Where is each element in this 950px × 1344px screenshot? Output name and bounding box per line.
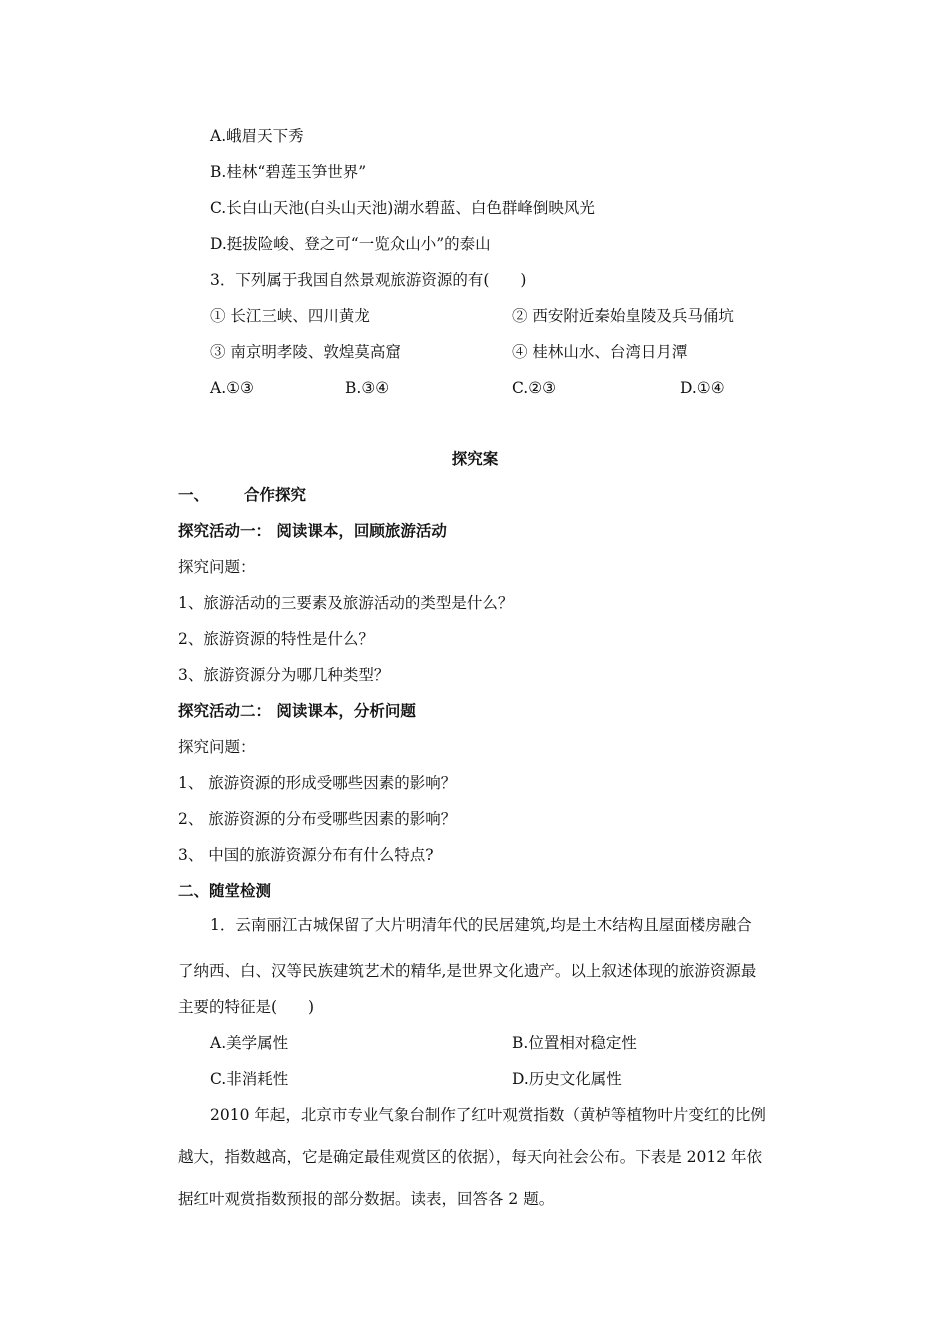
option-a: A.①③ [210,379,254,397]
part-1-number: 一、 [178,486,210,504]
passage-line: 越大，指数越高，它是确定最佳观赏区的依据），每天向社会公布。下表是 2012 年依 [178,1148,763,1166]
option-c: C.②③ [512,379,557,397]
option-c: C.长白山天池(白头山天池)湖水碧蓝、白色群峰倒映风光 [210,199,595,217]
passage-line: 2010 年起，北京市专业气象台制作了红叶观赏指数（黄栌等植物叶片变红的比例 [210,1106,766,1124]
part-2-heading: 二、随堂检测 [178,882,272,900]
option-d: D.历史文化属性 [512,1070,622,1088]
question-1-line: 1．云南丽江古城保留了大片明清年代的民居建筑,均是土木结构且屋面楼房融合 [210,916,752,934]
option-a: A.美学属性 [210,1034,289,1052]
option-d: D.挺拔险峻、登之可“一览众山小”的泰山 [210,235,491,253]
question-1-line: 主要的特征是( ) [178,998,315,1016]
section-title: 探究案 [451,450,499,468]
question-item: 3、旅游资源分为哪几种类型？ [178,666,390,684]
question-item: 2、旅游资源的特性是什么？ [178,630,374,648]
choice-item: ② 西安附近秦始皇陵及兵马俑坑 [512,307,734,325]
option-d: D.①④ [680,379,725,397]
question-item: 2、 旅游资源的分布受哪些因素的影响？ [178,810,457,828]
option-a: A.峨眉天下秀 [210,127,304,145]
activity-1-title: 探究活动一： 阅读课本，回顾旅游活动 [178,522,447,540]
choice-item: ③ 南京明孝陵、敦煌莫高窟 [210,343,401,361]
question-stem: 3．下列属于我国自然景观旅游资源的有( ) [210,271,527,289]
option-b: B.桂林“碧莲玉笋世界” [210,163,367,181]
question-item: 3、 中国的旅游资源分布有什么特点? [178,846,434,864]
question-item: 1、 旅游资源的形成受哪些因素的影响？ [178,774,457,792]
activity-2-title: 探究活动二： 阅读课本，分析问题 [178,702,416,720]
option-c: C.非消耗性 [210,1070,289,1088]
activity-2-label: 探究问题： [178,738,256,756]
passage-line: 据红叶观赏指数预报的部分数据。读表，回答各 2 题。 [178,1190,555,1208]
option-b: B.位置相对稳定性 [512,1034,637,1052]
option-b: B.③④ [345,379,390,397]
part-1-heading: 合作探究 [244,486,307,504]
question-item: 1、旅游活动的三要素及旅游活动的类型是什么？ [178,594,514,612]
activity-1-label: 探究问题： [178,558,256,576]
question-1-line: 了纳西、白、汉等民族建筑艺术的精华,是世界文化遗产。以上叙述体现的旅游资源最 [178,962,757,980]
choice-item: ④ 桂林山水、台湾日月潭 [512,343,688,361]
choice-item: ① 长江三峡、四川黄龙 [210,307,370,325]
